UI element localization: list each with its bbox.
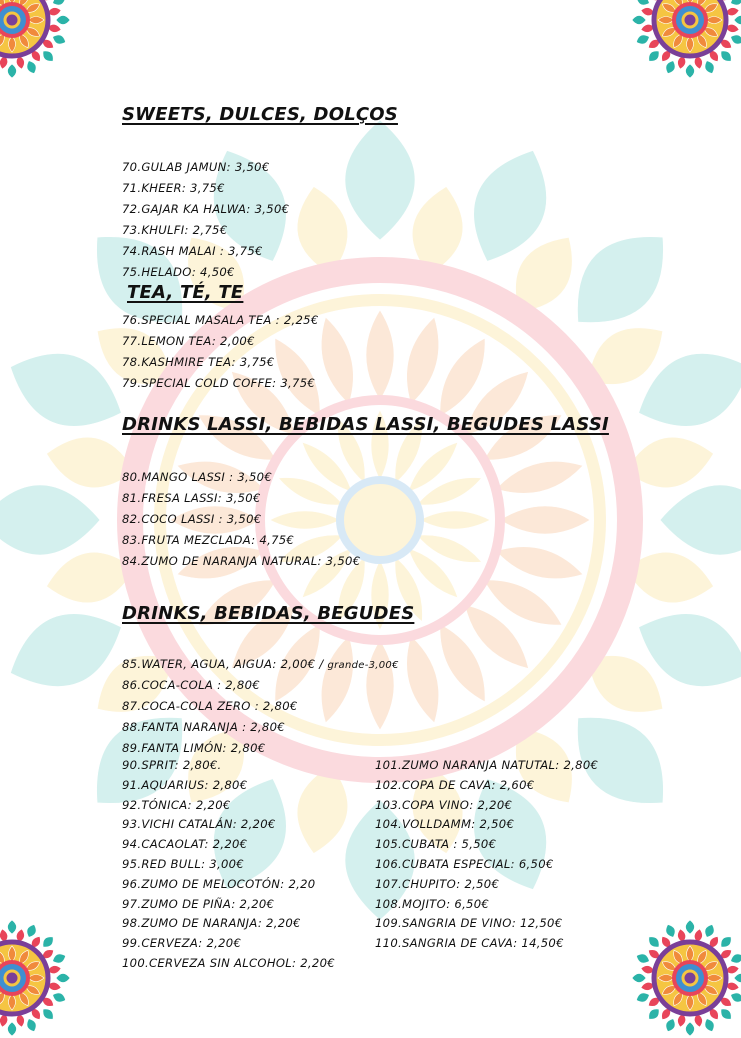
water-price-main: 85.WATER, AGUA, AIGUA: 2,00€ / bbox=[122, 657, 328, 671]
list-item: 96.ZUMO DE MELOCOTÓN: 2,20 bbox=[122, 876, 316, 891]
sweets-list bbox=[122, 157, 289, 283]
list-item: 109.SANGRIA DE VINO: 12,50€ bbox=[375, 916, 563, 931]
list-item: 91.AQUARIUS: 2,80€ bbox=[122, 777, 248, 792]
list-item: 73.KHULFI: 2,75€ bbox=[122, 223, 228, 237]
list-item: 105.CUBATA : 5,50€ bbox=[375, 837, 497, 852]
drinks-top-list bbox=[122, 654, 399, 759]
list-item: 110.SANGRIA DE CAVA: 14,50€ bbox=[375, 936, 564, 951]
list-item: 94.CACAOLAT: 2,20€ bbox=[122, 837, 248, 852]
tea-list bbox=[122, 310, 319, 394]
list-item: 74.RASH MALAI : 3,75€ bbox=[122, 244, 263, 258]
mandala-petal bbox=[686, 1022, 695, 1036]
list-item: 75.HELADO: 4,50€ bbox=[122, 265, 235, 279]
section-title-drinks: DRINKS, BEBIDAS, BEGUDES bbox=[122, 603, 415, 624]
list-item: 87.COCA-COLA ZERO : 2,80€ bbox=[122, 699, 298, 713]
lassi-list bbox=[122, 467, 360, 572]
list-item: 71.KHEER: 3,75€ bbox=[122, 181, 225, 195]
mandala-petal bbox=[8, 1022, 17, 1036]
list-item: 77.LEMON TEA: 2,00€ bbox=[122, 334, 255, 348]
list-item: 106.CUBATA ESPECIAL: 6,50€ bbox=[375, 856, 554, 871]
list-item: 102.COPA DE CAVA: 2,60€ bbox=[375, 777, 535, 792]
list-item: 90.SPRIT: 2,80€. bbox=[122, 758, 222, 772]
list-item: 88.FANTA NARANJA : 2,80€ bbox=[122, 720, 285, 734]
list-item: 95.RED BULL: 3,00€ bbox=[122, 856, 244, 871]
section-title-sweets: SWEETS, DULCES, DOLÇOS bbox=[122, 104, 398, 125]
list-item: 108.MOJITO: 6,50€ bbox=[375, 896, 490, 911]
list-item: 97.ZUMO DE PIÑA: 2,20€ bbox=[122, 896, 275, 911]
list-item: 82.COCO LASSI : 3,50€ bbox=[122, 512, 262, 526]
list-item: 80.MANGO LASSI : 3,50€ bbox=[122, 470, 273, 484]
list-item: 78.KASHMIRE TEA: 3,75€ bbox=[122, 355, 275, 369]
list-item: 70.GULAB JAMUN: 3,50€ bbox=[122, 160, 270, 174]
drinks-left-list bbox=[122, 756, 335, 974]
list-item: 104.VOLLDAMM: 2,50€ bbox=[375, 817, 515, 832]
list-item: 99.CERVEZA: 2,20€ bbox=[122, 936, 242, 951]
list-item: 81.FRESA LASSI: 3,50€ bbox=[122, 491, 261, 505]
section-title-tea: TEA, TÉ, TE bbox=[127, 282, 244, 303]
list-item: 89.FANTA LIMÓN: 2,80€ bbox=[122, 741, 266, 755]
list-item: 79.SPECIAL COLD COFFE: 3,75€ bbox=[122, 376, 316, 390]
drinks-right-list bbox=[375, 756, 598, 954]
list-item: 98.ZUMO DE NARANJA: 2,20€ bbox=[122, 916, 301, 931]
list-item: 93.VICHI CATALÁN: 2,20€ bbox=[122, 817, 276, 832]
section-title-lassi: DRINKS LASSI, BEBIDAS LASSI, BEGUDES LASSI bbox=[122, 414, 609, 435]
list-item: 107.CHUPITO: 2,50€ bbox=[375, 876, 500, 891]
water-price-large: grande-3,00€ bbox=[327, 660, 399, 671]
list-item: 100.CERVEZA SIN ALCOHOL: 2,20€ bbox=[122, 955, 335, 970]
list-item: 84.ZUMO DE NARANJA NATURAL: 3,50€ bbox=[122, 554, 361, 568]
list-item: 92.TÓNICA: 2,20€ bbox=[122, 797, 231, 812]
list-item: 101.ZUMO NARANJA NATUTAL: 2,80€ bbox=[375, 758, 599, 772]
list-item: 83.FRUTA MEZCLADA: 4,75€ bbox=[122, 533, 295, 547]
list-item: 76.SPECIAL MASALA TEA : 2,25€ bbox=[122, 313, 319, 327]
list-item bbox=[122, 654, 399, 675]
list-item: 72.GAJAR KA HALWA: 3,50€ bbox=[122, 202, 290, 216]
list-item: 86.COCA-COLA : 2,80€ bbox=[122, 678, 260, 692]
list-item: 103.COPA VINO: 2,20€ bbox=[375, 797, 513, 812]
